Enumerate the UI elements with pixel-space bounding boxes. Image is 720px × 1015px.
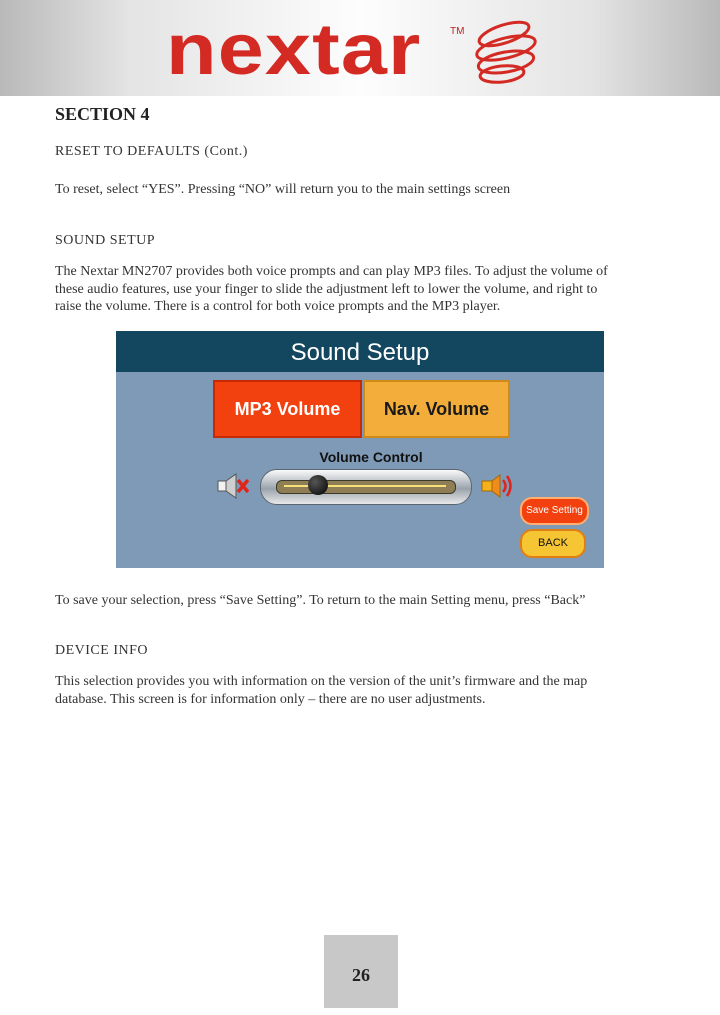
nextar-logo: nextar bbox=[166, 10, 422, 90]
trademark-symbol: TM bbox=[450, 26, 465, 37]
back-button[interactable]: BACK bbox=[520, 529, 586, 558]
device-info-heading: DEVICE INFO bbox=[55, 643, 148, 658]
text-line: The Nextar MN2707 provides both voice prompts and can play MP3 files. To adjust the volume of bbox=[55, 264, 608, 279]
section-title: SECTION 4 bbox=[55, 104, 150, 124]
text-line: raise the volume. There is a control for both voice prompts and the MP3 player. bbox=[55, 299, 501, 314]
sound-setup-heading: SOUND SETUP bbox=[55, 233, 156, 248]
save-setting-button[interactable]: Save Setting bbox=[520, 497, 589, 525]
text-line: This selection provides you with information on the version of the unit’s firmware and the map bbox=[55, 674, 588, 689]
volume-slider-knob[interactable] bbox=[308, 475, 328, 495]
text-line: database. This screen is for information only – there are no user adjustments. bbox=[55, 691, 486, 707]
screen-title: Sound Setup bbox=[116, 331, 604, 372]
page-header bbox=[0, 0, 720, 96]
save-instructions: To save your selection, press “Save Setting”. To return to the main Setting menu, press “Back” bbox=[55, 593, 586, 608]
volume-control-label: Volume Control bbox=[319, 449, 423, 465]
device-info-text bbox=[55, 673, 675, 708]
text-line: these audio features, use your finger to slide the adjustment left to lower the volume, and right to bbox=[55, 281, 598, 297]
nav-volume-button[interactable]: Nav. Volume bbox=[363, 380, 510, 438]
swirl-logo-icon bbox=[462, 10, 552, 90]
reset-text: To reset, select “YES”. Pressing “NO” will return you to the main settings screen bbox=[55, 182, 511, 197]
mp3-volume-button[interactable]: MP3 Volume bbox=[213, 380, 362, 438]
page-number: 26 bbox=[324, 935, 398, 1008]
loud-speaker-icon[interactable] bbox=[480, 471, 514, 501]
reset-heading: RESET TO DEFAULTS (Cont.) bbox=[55, 144, 248, 159]
sound-setup-screen bbox=[116, 331, 604, 568]
volume-slider-track[interactable] bbox=[276, 480, 456, 494]
sound-setup-text bbox=[55, 263, 675, 316]
mute-speaker-icon[interactable] bbox=[216, 471, 250, 501]
